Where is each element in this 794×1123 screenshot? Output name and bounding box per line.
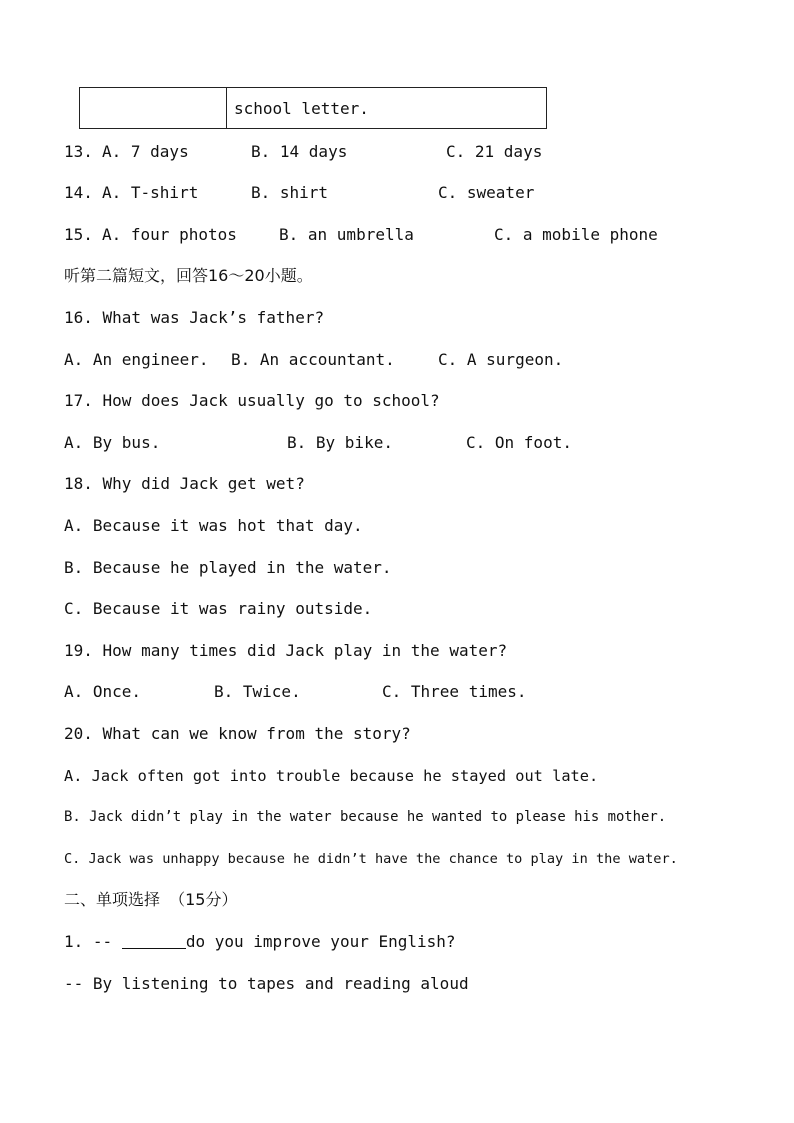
question-20-option-b: B. Jack didn’t play in the water because he wanted to please his mother. (64, 809, 667, 825)
option-b: B. an umbrella (279, 225, 414, 244)
question-18-text: 18. Why did Jack get wet? (64, 474, 305, 493)
table-cell-left (80, 88, 227, 128)
option-b: B. shirt (251, 183, 329, 202)
answer-table-row (79, 87, 547, 129)
option-b: B. 14 days (251, 142, 348, 161)
question-20-option-a: A. Jack often got into trouble because he stayed out late. (64, 767, 599, 785)
option-a: A. An engineer. (64, 350, 209, 369)
option-a: A. four photos (102, 225, 237, 244)
question-20-text: 20. What can we know from the story? (64, 724, 411, 743)
option-b: B. Twice. (214, 682, 301, 701)
mc-question-1-text: do you improve your English? (185, 932, 456, 951)
option-c: C. sweater (438, 183, 535, 202)
mc-question-1-answer: -- By listening to tapes and reading aloud (64, 974, 469, 993)
section-heading-passage-2: 听第二篇短文，回答16～20小题。 (64, 266, 313, 285)
question-18-option-a: A. Because it was hot that day. (64, 516, 363, 535)
mc-question-1 (64, 931, 456, 953)
option-a: A. T-shirt (102, 183, 199, 202)
option-a: A. 7 days (102, 142, 189, 161)
option-a: A. Once. (64, 682, 142, 701)
question-number: 13. (64, 142, 93, 161)
question-number: 14. (64, 183, 93, 202)
option-a: A. By bus. (64, 433, 161, 452)
question-18-option-b: B. Because he played in the water. (64, 558, 392, 577)
mc-question-1-prefix: 1. -- (64, 932, 113, 951)
question-18-option-c: C. Because it was rainy outside. (64, 599, 373, 618)
option-c: C. On foot. (466, 433, 572, 452)
section-2-score: （15分） (169, 890, 238, 909)
question-17-text: 17. How does Jack usually go to school? (64, 391, 440, 410)
question-16-text: 16. What was Jack’s father? (64, 308, 325, 327)
answer-blank (122, 932, 186, 949)
option-c: C. Three times. (382, 682, 527, 701)
option-c: C. a mobile phone (494, 225, 658, 244)
option-b: B. By bike. (287, 433, 393, 452)
question-19-text: 19. How many times did Jack play in the water? (64, 641, 508, 660)
section-2-title: 二、单项选择 (64, 890, 161, 909)
option-c: C. A surgeon. (438, 350, 564, 369)
option-c: C. 21 days (446, 142, 543, 161)
section-2-heading (64, 889, 237, 911)
question-20-option-c: C. Jack was unhappy because he didn’t have the chance to play in the water. (64, 851, 678, 867)
table-cell-right: school letter. (234, 99, 369, 118)
question-number: 15. (64, 225, 93, 244)
option-b: B. An accountant. (231, 350, 395, 369)
